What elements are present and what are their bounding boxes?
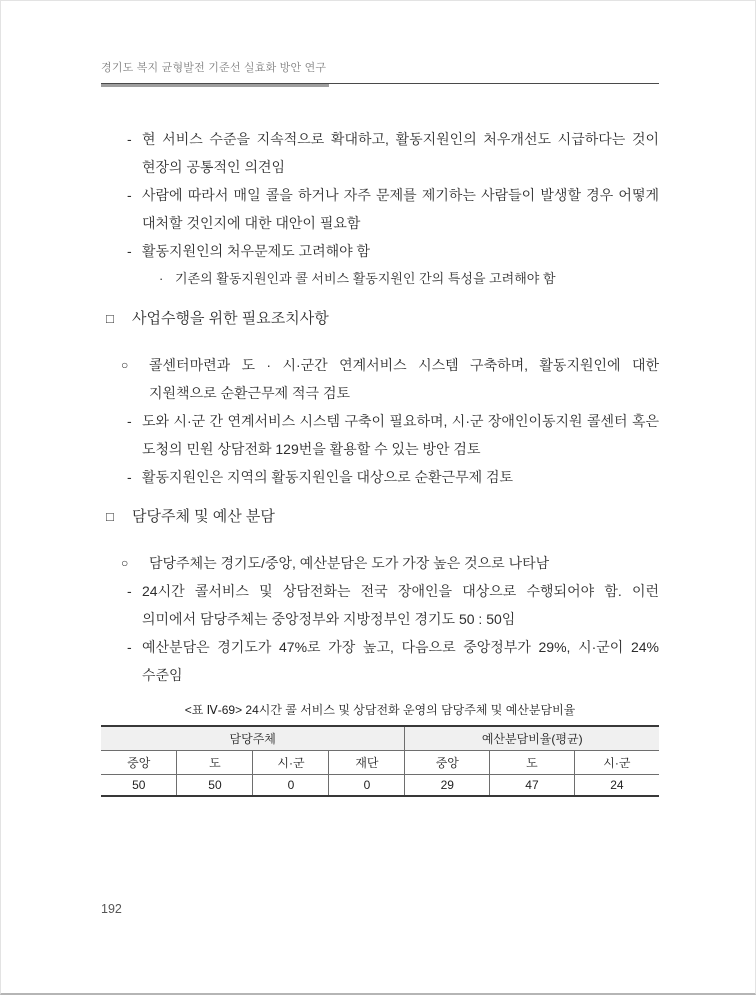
dash-bullet: - xyxy=(127,583,132,599)
col-header: 도 xyxy=(490,751,575,775)
dash-item xyxy=(127,463,659,491)
dash-item-text: 활동지원인의 처우문제도 고려해야 함 xyxy=(142,243,371,259)
table-column-header-row xyxy=(101,751,659,775)
running-head-rule-accent xyxy=(101,84,329,87)
table-group-header-row xyxy=(101,726,659,751)
col-header: 시·군 xyxy=(253,751,329,775)
dash-bullet: - xyxy=(127,243,132,259)
table-cell: 0 xyxy=(253,775,329,797)
dash-item-text: 도와 시·군 간 연계서비스 시스템 구축이 필요하며, 시·군 장애인이동지원 콜센터 혹은 도청의 민원 상담전화 129번을 활용할 수 있는 방안 검토 xyxy=(142,413,659,457)
table-caption: <표 Ⅳ-69> 24시간 콜 서비스 및 상담전화 운영의 담당주체 및 예산분담비율 xyxy=(184,703,576,717)
group-header-responsible: 담당주체 xyxy=(101,726,405,751)
dash-item-text: 예산분담은 경기도가 47%로 가장 높고, 다음으로 중앙정부가 29%, 시·군이 24% 수준임 xyxy=(142,639,659,683)
table-cell: 50 xyxy=(177,775,253,797)
dash-item-text: 현 서비스 수준을 지속적으로 확대하고, 활동지원인의 처우개선도 시급하다는 것이 현장의 공통적인 의견임 xyxy=(142,131,659,175)
dash-bullet: - xyxy=(127,639,132,655)
dot-item xyxy=(159,265,659,293)
section-heading-text: 담당주체 및 예산 분담 xyxy=(132,508,275,525)
dash-item xyxy=(127,407,659,463)
circle-item-text: 콜센터마련과 도 · 시·군간 연계서비스 시스템 구축하며, 활동지원인에 대한 지원책으로 순환근무제 적극 검토 xyxy=(149,357,659,401)
dash-item xyxy=(127,577,659,633)
running-head-title: 경기도 복지 균형발전 기준선 실효화 방안 연구 xyxy=(101,62,327,74)
col-header: 시·군 xyxy=(574,751,659,775)
table-value-row xyxy=(101,775,659,797)
circle-item xyxy=(121,549,659,577)
page-number: 192 xyxy=(101,902,122,916)
dash-bullet: - xyxy=(127,469,132,485)
col-header: 재단 xyxy=(329,751,405,775)
group-header-budget-ratio: 예산분담비율(평균) xyxy=(405,726,659,751)
square-bullet: □ xyxy=(106,311,114,326)
table-cell: 24 xyxy=(574,775,659,797)
table-cell: 47 xyxy=(490,775,575,797)
col-header: 중앙 xyxy=(405,751,490,775)
square-bullet: □ xyxy=(106,509,114,524)
circle-item-text: 담당주체는 경기도/중앙, 예산분담은 도가 가장 높은 것으로 나타남 xyxy=(149,555,550,571)
section-heading xyxy=(106,505,659,529)
dot-bullet: · xyxy=(159,271,164,286)
circle-bullet: ○ xyxy=(121,556,129,570)
dash-item xyxy=(127,125,659,181)
dash-item xyxy=(127,181,659,237)
table-cell: 50 xyxy=(101,775,177,797)
dash-item-text: 사람에 따라서 매일 콜을 하거나 자주 문제를 제기하는 사람들이 발생할 경우 어떻게 대처할 것인지에 대한 대안이 필요함 xyxy=(142,187,659,231)
dash-bullet: - xyxy=(127,413,132,429)
budget-share-table xyxy=(101,725,659,797)
dash-item xyxy=(127,237,659,265)
dash-item-text: 24시간 콜서비스 및 상담전화는 전국 장애인을 대상으로 수행되어야 함. 이런 의미에서 담당주체는 중앙정부와 지방정부인 경기도 50 : 50임 xyxy=(142,583,659,627)
dash-bullet: - xyxy=(127,131,132,147)
section-heading xyxy=(106,307,659,331)
col-header: 중앙 xyxy=(101,751,177,775)
page-content xyxy=(101,125,659,797)
dash-bullet: - xyxy=(127,187,132,203)
table-cell: 0 xyxy=(329,775,405,797)
col-header: 도 xyxy=(177,751,253,775)
circle-bullet: ○ xyxy=(121,358,129,372)
dot-item-text: 기존의 활동지원인과 콜 서비스 활동지원인 간의 특성을 고려해야 함 xyxy=(175,271,556,286)
dash-item xyxy=(127,633,659,689)
dash-item-text: 활동지원인은 지역의 활동지원인을 대상으로 순환근무제 검토 xyxy=(142,469,514,485)
circle-item xyxy=(121,351,659,407)
table-cell: 29 xyxy=(405,775,490,797)
section-heading-text: 사업수행을 위한 필요조치사항 xyxy=(132,310,329,327)
